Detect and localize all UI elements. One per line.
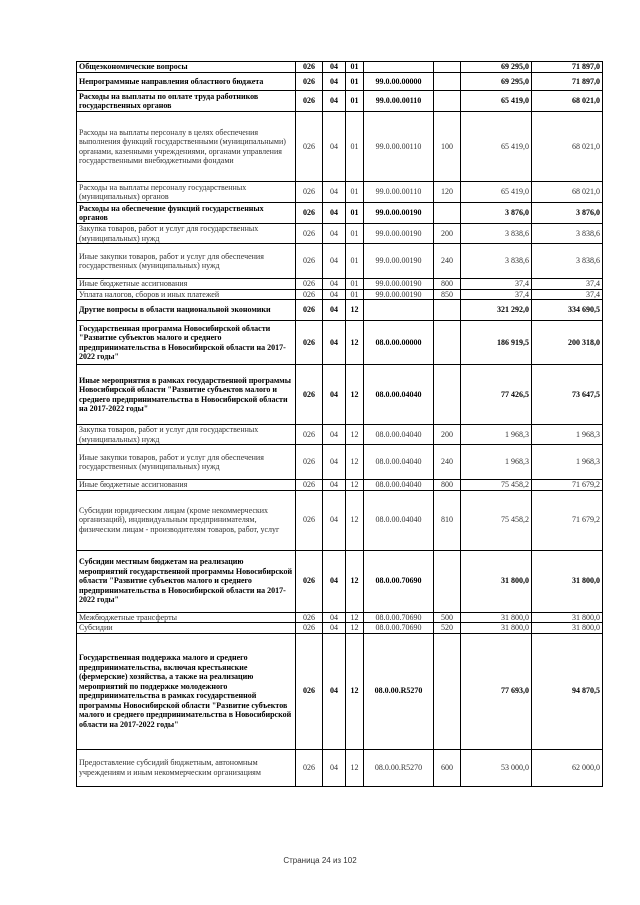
vr-cell: 810 bbox=[434, 490, 461, 550]
vr-cell bbox=[434, 91, 461, 112]
vr-cell bbox=[434, 321, 461, 365]
rz-cell: 04 bbox=[323, 279, 346, 290]
amount-2020-cell: 94 870,5 bbox=[532, 633, 603, 749]
row-name-cell: Непрограммные направления областного бюджета bbox=[77, 73, 296, 91]
row-name-cell: Иные мероприятия в рамках государственной программы Новосибирской области "Развитие субъектов малого и среднего предпринимательства в Новосибирской области на 2017-2022 годы" bbox=[77, 365, 296, 425]
rz-cell: 04 bbox=[323, 112, 346, 182]
pr-cell: 12 bbox=[346, 365, 364, 425]
rz-cell: 04 bbox=[323, 490, 346, 550]
amount-2020-cell: 73 647,5 bbox=[532, 365, 603, 425]
rz-cell: 04 bbox=[323, 633, 346, 749]
csr-cell: 08.0.00.00000 bbox=[364, 321, 434, 365]
vr-cell: 600 bbox=[434, 749, 461, 786]
amount-2019-cell: 3 838,6 bbox=[461, 244, 532, 279]
ved-cell: 026 bbox=[296, 623, 323, 634]
pr-cell: 12 bbox=[346, 633, 364, 749]
row-name-cell: Субсидии местным бюджетам на реализацию мероприятий государственной программы Новосибирской области "Развитие субъектов малого и среднего предпринимательства в Новосибирской области на 2017-2022 годы" bbox=[77, 550, 296, 612]
vr-cell: 500 bbox=[434, 612, 461, 623]
table-row bbox=[77, 623, 603, 634]
amount-2019-cell: 3 876,0 bbox=[461, 203, 532, 224]
ved-cell: 026 bbox=[296, 490, 323, 550]
row-name-cell: Субсидии юридическим лицам (кроме некоммерческих организаций), индивидуальным предпринимателям, физическим лицам - производителям товаров, работ, услуг bbox=[77, 490, 296, 550]
csr-cell: 99.0.00.00190 bbox=[364, 224, 434, 244]
pr-cell: 12 bbox=[346, 480, 364, 491]
ved-cell: 026 bbox=[296, 182, 323, 203]
amount-2020-cell: 68 021,0 bbox=[532, 112, 603, 182]
ved-cell: 026 bbox=[296, 62, 323, 73]
ved-cell: 026 bbox=[296, 244, 323, 279]
pr-cell: 01 bbox=[346, 182, 364, 203]
csr-cell: 99.0.00.00190 bbox=[364, 203, 434, 224]
rz-cell: 04 bbox=[323, 445, 346, 480]
table-row bbox=[77, 490, 603, 550]
amount-2019-cell: 1 968,3 bbox=[461, 445, 532, 480]
vr-cell: 200 bbox=[434, 224, 461, 244]
ved-cell: 026 bbox=[296, 425, 323, 445]
amount-2019-cell: 37,4 bbox=[461, 279, 532, 290]
csr-cell: 08.0.00.04040 bbox=[364, 480, 434, 491]
pr-cell: 01 bbox=[346, 289, 364, 300]
amount-2020-cell: 68 021,0 bbox=[532, 91, 603, 112]
row-name-cell: Расходы на выплаты персоналу государственных (муниципальных) органов bbox=[77, 182, 296, 203]
pr-cell: 01 bbox=[346, 224, 364, 244]
page-footer: Страница 24 из 102 bbox=[283, 856, 357, 865]
row-name-cell: Предоставление субсидий бюджетным, автономным учреждениям и иным некоммерческим организациям bbox=[77, 749, 296, 786]
row-name-cell: Уплата налогов, сборов и иных платежей bbox=[77, 289, 296, 300]
ved-cell: 026 bbox=[296, 749, 323, 786]
amount-2020-cell: 334 690,5 bbox=[532, 300, 603, 321]
amount-2019-cell: 37,4 bbox=[461, 289, 532, 300]
vr-cell: 850 bbox=[434, 289, 461, 300]
csr-cell: 08.0.00.R5270 bbox=[364, 749, 434, 786]
rz-cell: 04 bbox=[323, 182, 346, 203]
pr-cell: 12 bbox=[346, 749, 364, 786]
ved-cell: 026 bbox=[296, 91, 323, 112]
table-row bbox=[77, 321, 603, 365]
pr-cell: 12 bbox=[346, 445, 364, 480]
pr-cell: 12 bbox=[346, 321, 364, 365]
rz-cell: 04 bbox=[323, 425, 346, 445]
table-row bbox=[77, 550, 603, 612]
pr-cell: 12 bbox=[346, 623, 364, 634]
amount-2019-cell: 1 968,3 bbox=[461, 425, 532, 445]
csr-cell: 08.0.00.04040 bbox=[364, 425, 434, 445]
rz-cell: 04 bbox=[323, 550, 346, 612]
table-row bbox=[77, 62, 603, 73]
vr-cell: 800 bbox=[434, 279, 461, 290]
pr-cell: 01 bbox=[346, 203, 364, 224]
table-row bbox=[77, 279, 603, 290]
table-row bbox=[77, 73, 603, 91]
ved-cell: 026 bbox=[296, 633, 323, 749]
rz-cell: 04 bbox=[323, 612, 346, 623]
amount-2020-cell: 1 968,3 bbox=[532, 425, 603, 445]
table-row bbox=[77, 480, 603, 491]
amount-2020-cell: 71 679,2 bbox=[532, 490, 603, 550]
amount-2019-cell: 69 295,0 bbox=[461, 62, 532, 73]
table-row bbox=[77, 612, 603, 623]
rz-cell: 04 bbox=[323, 749, 346, 786]
vr-cell: 200 bbox=[434, 425, 461, 445]
amount-2020-cell: 200 318,0 bbox=[532, 321, 603, 365]
rz-cell: 04 bbox=[323, 62, 346, 73]
table-row bbox=[77, 91, 603, 112]
rz-cell: 04 bbox=[323, 480, 346, 491]
row-name-cell: Другие вопросы в области национальной экономики bbox=[77, 300, 296, 321]
amount-2019-cell: 31 800,0 bbox=[461, 612, 532, 623]
csr-cell: 99.0.00.00000 bbox=[364, 73, 434, 91]
ved-cell: 026 bbox=[296, 112, 323, 182]
table-row bbox=[77, 633, 603, 749]
csr-cell: 08.0.00.04040 bbox=[364, 490, 434, 550]
vr-cell bbox=[434, 62, 461, 73]
csr-cell: 99.0.00.00190 bbox=[364, 289, 434, 300]
rz-cell: 04 bbox=[323, 300, 346, 321]
csr-cell: 08.0.00.70690 bbox=[364, 623, 434, 634]
vr-cell: 120 bbox=[434, 182, 461, 203]
row-name-cell: Иные бюджетные ассигнования bbox=[77, 279, 296, 290]
amount-2019-cell: 65 419,0 bbox=[461, 112, 532, 182]
table-row bbox=[77, 289, 603, 300]
vr-cell: 240 bbox=[434, 445, 461, 480]
amount-2019-cell: 65 419,0 bbox=[461, 91, 532, 112]
table-row bbox=[77, 300, 603, 321]
amount-2020-cell: 68 021,0 bbox=[532, 182, 603, 203]
rz-cell: 04 bbox=[323, 73, 346, 91]
csr-cell bbox=[364, 300, 434, 321]
amount-2020-cell: 37,4 bbox=[532, 289, 603, 300]
amount-2020-cell: 31 800,0 bbox=[532, 612, 603, 623]
vr-cell bbox=[434, 73, 461, 91]
csr-cell: 99.0.00.00190 bbox=[364, 244, 434, 279]
amount-2020-cell: 3 876,0 bbox=[532, 203, 603, 224]
vr-cell: 800 bbox=[434, 480, 461, 491]
amount-2020-cell: 1 968,3 bbox=[532, 445, 603, 480]
pr-cell: 01 bbox=[346, 73, 364, 91]
table-row bbox=[77, 203, 603, 224]
csr-cell: 08.0.00.R5270 bbox=[364, 633, 434, 749]
amount-2019-cell: 75 458,2 bbox=[461, 490, 532, 550]
table-row bbox=[77, 244, 603, 279]
row-name-cell: Межбюджетные трансферты bbox=[77, 612, 296, 623]
ved-cell: 026 bbox=[296, 321, 323, 365]
pr-cell: 01 bbox=[346, 91, 364, 112]
csr-cell: 99.0.00.00110 bbox=[364, 182, 434, 203]
table-row bbox=[77, 425, 603, 445]
row-name-cell: Закупка товаров, работ и услуг для государственных (муниципальных) нужд bbox=[77, 224, 296, 244]
vr-cell: 100 bbox=[434, 112, 461, 182]
amount-2020-cell: 71 679,2 bbox=[532, 480, 603, 491]
pr-cell: 12 bbox=[346, 550, 364, 612]
ved-cell: 026 bbox=[296, 279, 323, 290]
ved-cell: 026 bbox=[296, 203, 323, 224]
amount-2020-cell: 3 838,6 bbox=[532, 224, 603, 244]
table-body bbox=[77, 62, 603, 787]
amount-2020-cell: 71 897,0 bbox=[532, 62, 603, 73]
pr-cell: 12 bbox=[346, 612, 364, 623]
amount-2020-cell: 71 897,0 bbox=[532, 73, 603, 91]
amount-2020-cell: 62 000,0 bbox=[532, 749, 603, 786]
ved-cell: 026 bbox=[296, 289, 323, 300]
ved-cell: 026 bbox=[296, 224, 323, 244]
csr-cell: 99.0.00.00110 bbox=[364, 112, 434, 182]
vr-cell bbox=[434, 365, 461, 425]
row-name-cell: Иные бюджетные ассигнования bbox=[77, 480, 296, 491]
ved-cell: 026 bbox=[296, 480, 323, 491]
ved-cell: 026 bbox=[296, 300, 323, 321]
pr-cell: 12 bbox=[346, 490, 364, 550]
ved-cell: 026 bbox=[296, 445, 323, 480]
row-name-cell: Государственная поддержка малого и среднего предпринимательства, включая крестьянские (фермерские) хозяйства, а также на реализацию мероприятий по поддержке молодежного предпринимательства в рамках государственной программы Новосибирской области "Развитие субъектов малого и среднего предпринимательства в Новосибирской области на 2017-2022 годы" bbox=[77, 633, 296, 749]
csr-cell bbox=[364, 62, 434, 73]
rz-cell: 04 bbox=[323, 91, 346, 112]
csr-cell: 08.0.00.04040 bbox=[364, 445, 434, 480]
pr-cell: 12 bbox=[346, 300, 364, 321]
table-row bbox=[77, 445, 603, 480]
amount-2019-cell: 69 295,0 bbox=[461, 73, 532, 91]
row-name-cell: Расходы на выплаты по оплате труда работников государственных органов bbox=[77, 91, 296, 112]
table-row bbox=[77, 749, 603, 786]
vr-cell bbox=[434, 550, 461, 612]
ved-cell: 026 bbox=[296, 612, 323, 623]
table-row bbox=[77, 224, 603, 244]
pr-cell: 01 bbox=[346, 244, 364, 279]
row-name-cell: Расходы на обеспечение функций государственных органов bbox=[77, 203, 296, 224]
amount-2019-cell: 75 458,2 bbox=[461, 480, 532, 491]
rz-cell: 04 bbox=[323, 224, 346, 244]
pr-cell: 12 bbox=[346, 425, 364, 445]
amount-2019-cell: 321 292,0 bbox=[461, 300, 532, 321]
pr-cell: 01 bbox=[346, 112, 364, 182]
amount-2019-cell: 77 426,5 bbox=[461, 365, 532, 425]
vr-cell bbox=[434, 300, 461, 321]
row-name-cell: Государственная программа Новосибирской области "Развитие субъектов малого и среднего предпринимательства в Новосибирской области на 2017-2022 годы" bbox=[77, 321, 296, 365]
amount-2020-cell: 31 800,0 bbox=[532, 550, 603, 612]
vr-cell: 240 bbox=[434, 244, 461, 279]
ved-cell: 026 bbox=[296, 550, 323, 612]
table-row bbox=[77, 182, 603, 203]
amount-2019-cell: 31 800,0 bbox=[461, 550, 532, 612]
rz-cell: 04 bbox=[323, 289, 346, 300]
amount-2019-cell: 77 693,0 bbox=[461, 633, 532, 749]
row-name-cell: Иные закупки товаров, работ и услуг для обеспечения государственных (муниципальных) нужд bbox=[77, 244, 296, 279]
amount-2020-cell: 3 838,6 bbox=[532, 244, 603, 279]
amount-2020-cell: 31 800,0 bbox=[532, 623, 603, 634]
row-name-cell: Расходы на выплаты персоналу в целях обеспечения выполнения функций государственными (муниципальными) органами, казенными учреждениями, органами управления государственными внебюджетными фондами bbox=[77, 112, 296, 182]
rz-cell: 04 bbox=[323, 321, 346, 365]
rz-cell: 04 bbox=[323, 623, 346, 634]
ved-cell: 026 bbox=[296, 365, 323, 425]
amount-2019-cell: 65 419,0 bbox=[461, 182, 532, 203]
row-name-cell: Общеэкономические вопросы bbox=[77, 62, 296, 73]
vr-cell bbox=[434, 203, 461, 224]
budget-table bbox=[76, 61, 603, 787]
amount-2019-cell: 186 919,5 bbox=[461, 321, 532, 365]
rz-cell: 04 bbox=[323, 365, 346, 425]
amount-2019-cell: 53 000,0 bbox=[461, 749, 532, 786]
csr-cell: 99.0.00.00110 bbox=[364, 91, 434, 112]
row-name-cell: Субсидии bbox=[77, 623, 296, 634]
row-name-cell: Закупка товаров, работ и услуг для государственных (муниципальных) нужд bbox=[77, 425, 296, 445]
amount-2019-cell: 31 800,0 bbox=[461, 623, 532, 634]
csr-cell: 99.0.00.00190 bbox=[364, 279, 434, 290]
rz-cell: 04 bbox=[323, 244, 346, 279]
row-name-cell: Иные закупки товаров, работ и услуг для обеспечения государственных (муниципальных) нужд bbox=[77, 445, 296, 480]
amount-2019-cell: 3 838,6 bbox=[461, 224, 532, 244]
rz-cell: 04 bbox=[323, 203, 346, 224]
csr-cell: 08.0.00.70690 bbox=[364, 550, 434, 612]
ved-cell: 026 bbox=[296, 73, 323, 91]
table-row bbox=[77, 112, 603, 182]
pr-cell: 01 bbox=[346, 279, 364, 290]
csr-cell: 08.0.00.04040 bbox=[364, 365, 434, 425]
vr-cell: 520 bbox=[434, 623, 461, 634]
amount-2020-cell: 37,4 bbox=[532, 279, 603, 290]
csr-cell: 08.0.00.70690 bbox=[364, 612, 434, 623]
table-row bbox=[77, 365, 603, 425]
vr-cell bbox=[434, 633, 461, 749]
pr-cell: 01 bbox=[346, 62, 364, 73]
